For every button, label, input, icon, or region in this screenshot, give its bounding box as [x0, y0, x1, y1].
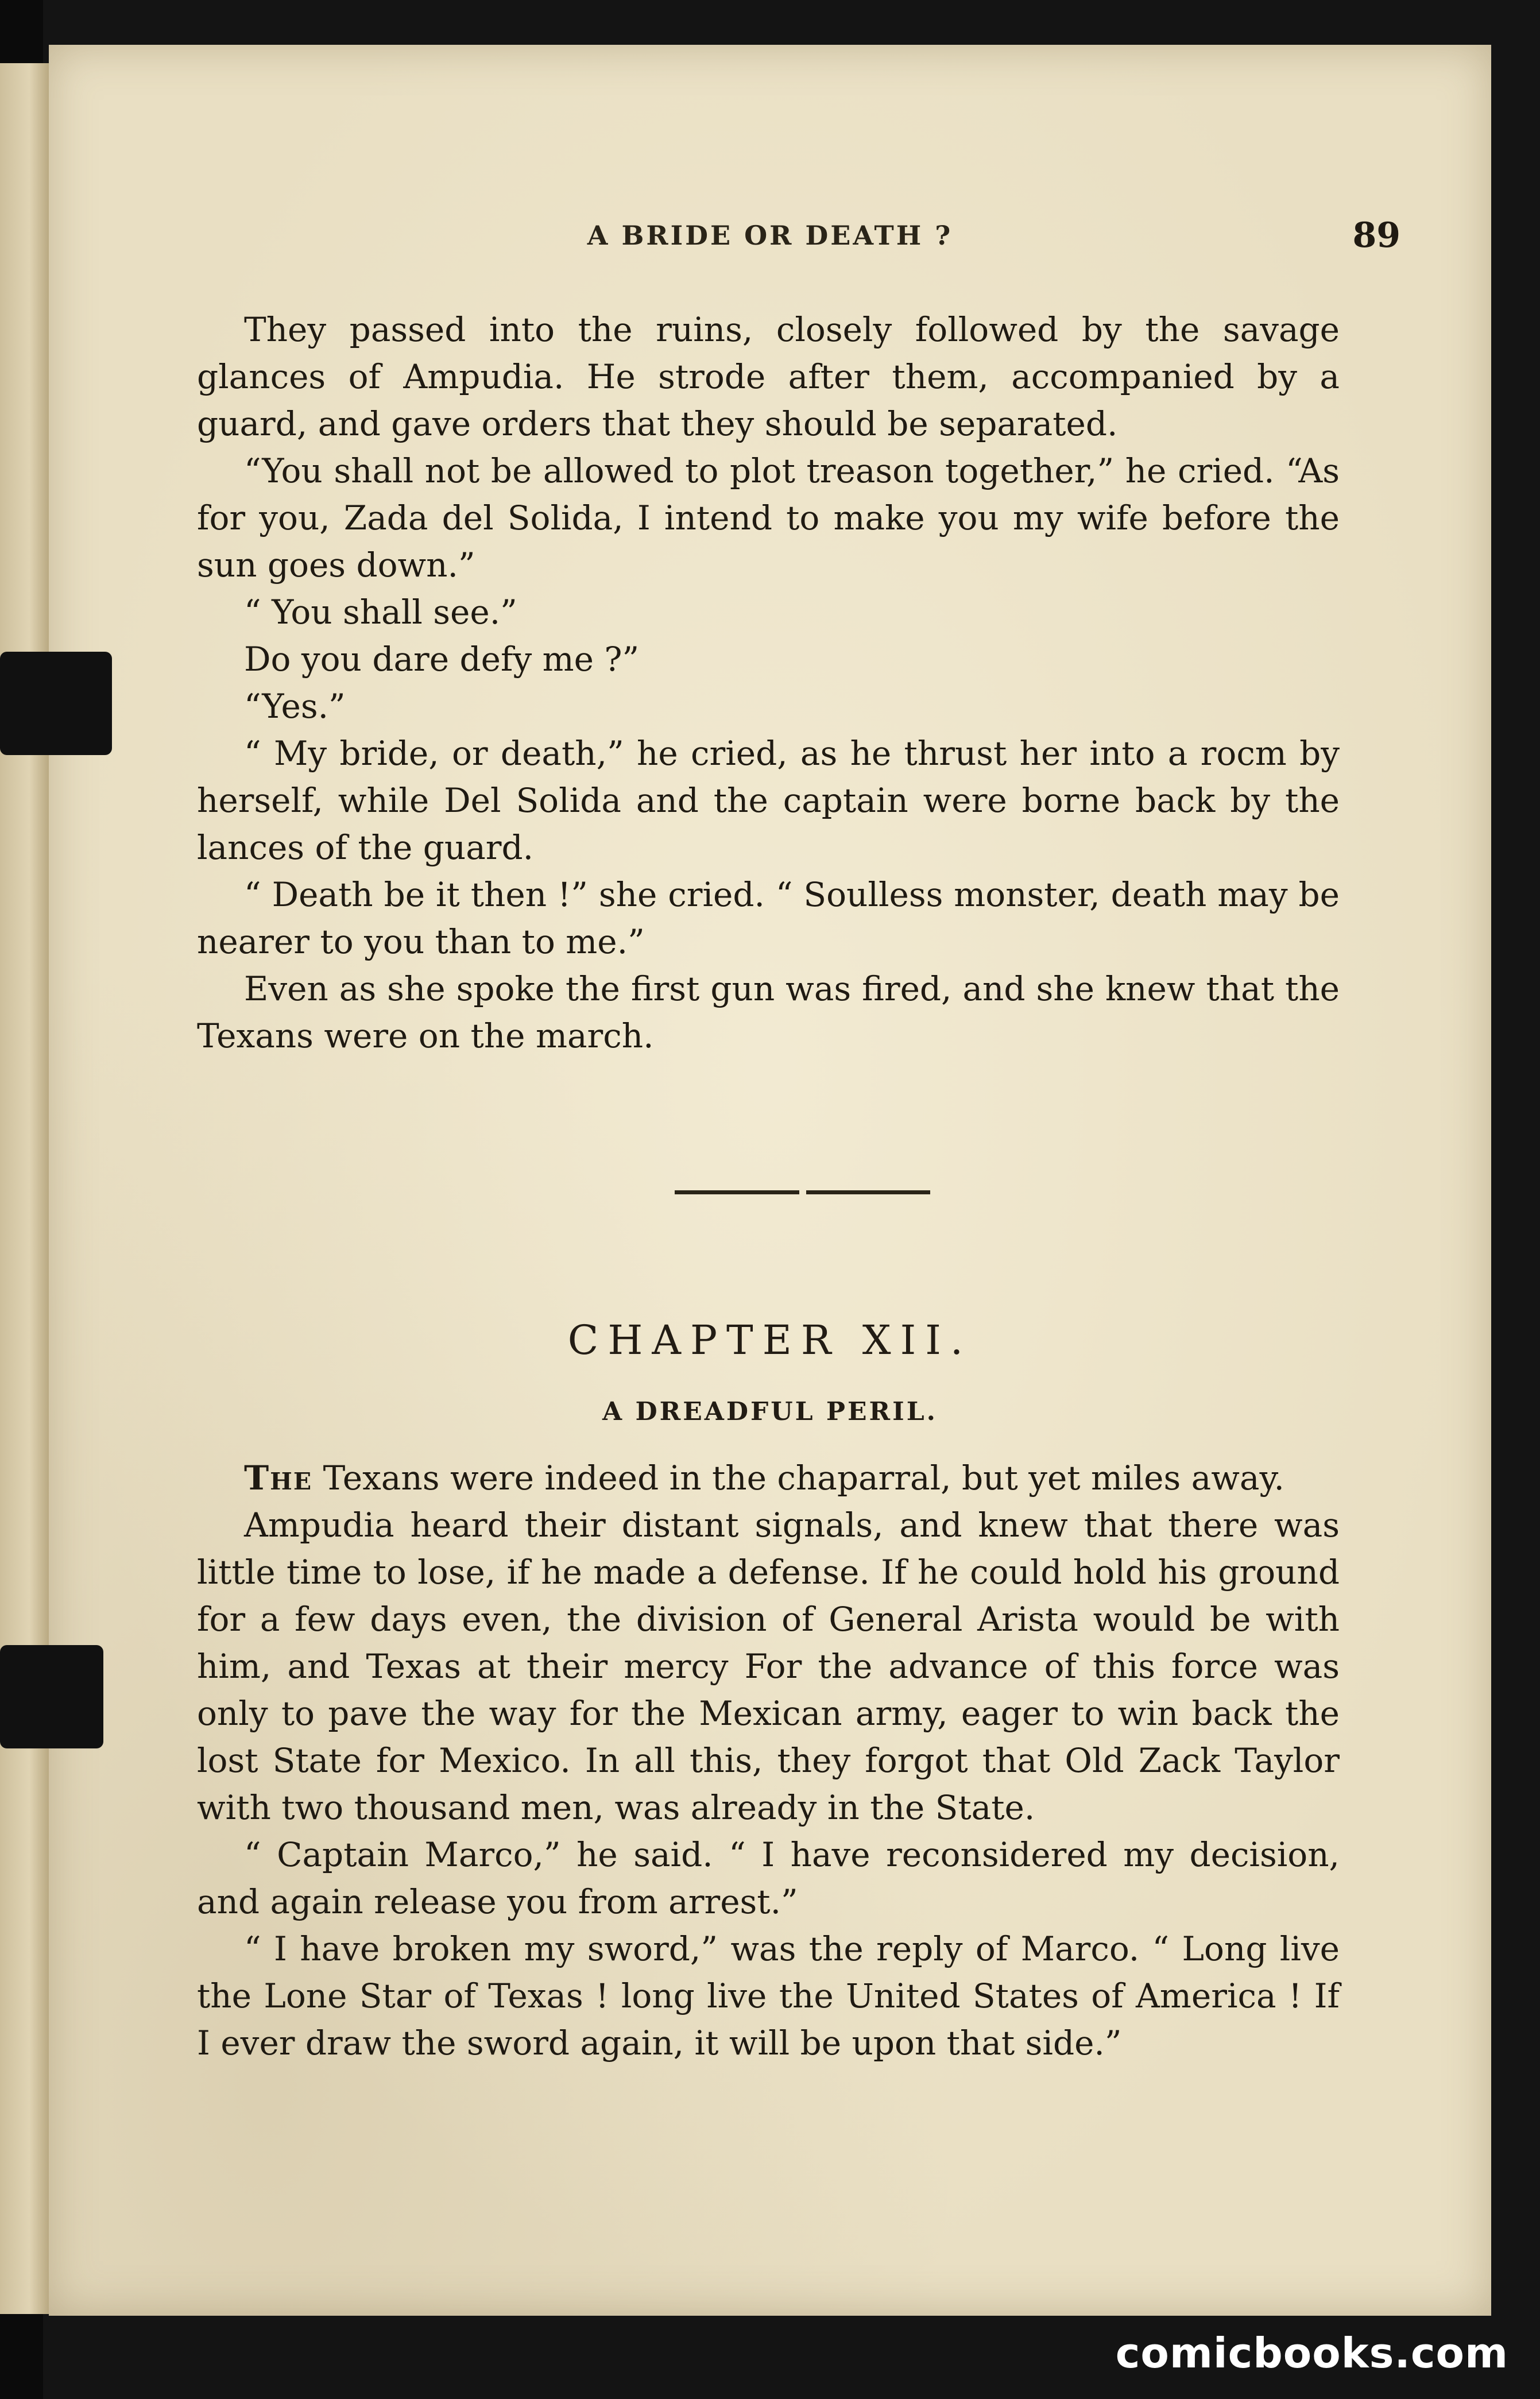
paragraph: Ampudia heard their distant signals, and knew that there was little time to lose, if he made a defense. If he could hold his ground for a few days even, the division of General Arista would be with him, and Texas at their mercy For the advance of this force was only to pave the way for the Mexican army, eager to win back the lost State for Mexico. In all this, they forgot that Old Zack Taylor with two thousand men, was already in the State.	[197, 1506, 1340, 1827]
chapter-body	[197, 1454, 1340, 2067]
section-divider	[675, 1190, 930, 1195]
page-header	[49, 215, 1491, 266]
paragraph: “ You shall see.”	[244, 593, 517, 632]
paragraph: “ Death be it then !” she cried. “ Soulless monster, death may be nearer to you than to me.”	[197, 875, 1340, 961]
paragraph: “ Captain Marco,” he said. “ I have reconsidered my decision, and again release you from arrest.”	[197, 1835, 1340, 1921]
divider-line-right	[806, 1190, 931, 1194]
chapter-subtitle: A DREADFUL PERIL.	[602, 1397, 938, 1426]
divider-line-left	[675, 1190, 799, 1194]
running-head: A BRIDE OR DEATH ?	[587, 220, 953, 251]
paragraph: “ My bride, or death,” he cried, as he thrust her into a rocm by herself, while Del Solida and the captain were borne back by the lances of the guard.	[197, 734, 1340, 867]
paragraph: “Yes.”	[244, 687, 346, 726]
paragraph: “You shall not be allowed to plot treason together,” he cried. “As for you, Zada del Solida, I intend to make you my wife before the sun goes down.”	[197, 451, 1340, 585]
paragraph: Even as she spoke the first gun was fired, and she knew that the Texans were on the march.	[197, 969, 1340, 1055]
binding-hole	[0, 652, 112, 755]
paragraph: They passed into the ruins, closely followed by the savage glances of Ampudia. He strode after them, accompanied by a guard, and gave orders that they should be separated.	[197, 310, 1340, 443]
passage-before-chapter	[197, 306, 1340, 1059]
binding-hole	[0, 1645, 103, 1748]
page-number: 89	[1352, 215, 1400, 256]
paragraph: Do you dare defy me ?”	[244, 640, 640, 679]
paragraph: “ I have broken my sword,” was the reply of Marco. “ Long live the Lone Star of Texas ! long live the United States of America ! If I ever draw the sword again, it will be upon that side.”	[197, 1929, 1340, 2063]
opening-paragraph-text: Texans were indeed in the chaparral, but yet miles away.	[312, 1458, 1284, 1498]
chapter-opening-paragraph	[197, 1454, 1340, 1502]
opening-word: The	[244, 1458, 313, 1498]
left-page-edge	[0, 63, 51, 2314]
watermark: comicbooks.com	[1115, 2329, 1508, 2377]
book-page	[49, 45, 1491, 2316]
chapter-title: CHAPTER XII.	[567, 1317, 973, 1364]
